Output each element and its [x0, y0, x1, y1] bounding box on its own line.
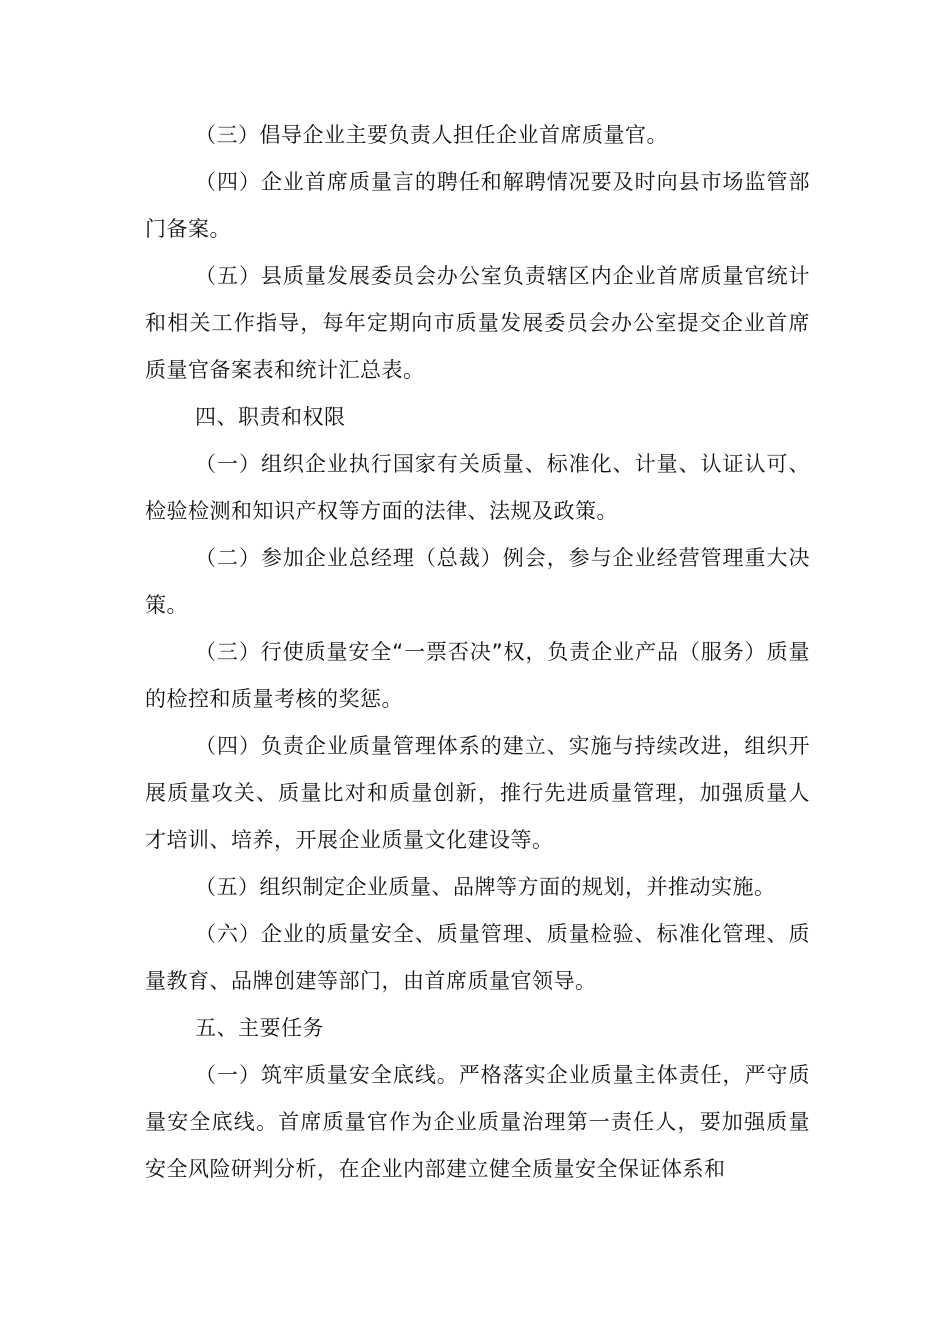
paragraph: （二）参加企业总经理（总裁）例会，参与企业经营管理重大决策。: [145, 546, 810, 617]
paragraph: （五）组织制定企业质量、品牌等方面的规划，并推动实施。: [195, 875, 776, 899]
section-heading: 五、主要任务: [195, 1016, 324, 1040]
paragraph: （六）企业的质量安全、质量管理、质量检验、标准化管理、质量教育、品牌创建等部门，由首席质量官领导。: [145, 922, 810, 993]
paragraph: （四）企业首席质量言的聘任和解聘情况要及时向县市场监管部门备案。: [145, 170, 810, 241]
document-body: [145, 112, 810, 1193]
paragraph: （三）行使质量安全“一票否决”权，负责企业产品（服务）质量的检控和质量考核的奖惩。: [145, 640, 810, 711]
paragraph: （四）负责企业质量管理体系的建立、实施与持续改进，组织开展质量攻关、质量比对和质量创新，推行先进质量管理，加强质量人才培训、培养，开展企业质量文化建设等。: [145, 734, 810, 852]
paragraph: （一）组织企业执行国家有关质量、标准化、计量、认证认可、检验检测和知识产权等方面的法律、法规及政策。: [145, 452, 810, 523]
paragraph: （一）筑牢质量安全底线。严格落实企业质量主体责任，严守质量安全底线。首席质量官作为企业质量治理第一责任人，要加强质量安全风险研判分析，在企业内部建立健全质量安全保证体系和: [145, 1063, 810, 1181]
section-heading: 四、职责和权限: [195, 405, 346, 429]
paragraph: （五）县质量发展委员会办公室负责辖区内企业首席质量官统计和相关工作指导，每年定期向市质量发展委员会办公室提交企业首席质量官备案表和统计汇总表。: [145, 264, 810, 382]
paragraph: （三）倡导企业主要负责人担任企业首席质量官。: [195, 123, 668, 147]
